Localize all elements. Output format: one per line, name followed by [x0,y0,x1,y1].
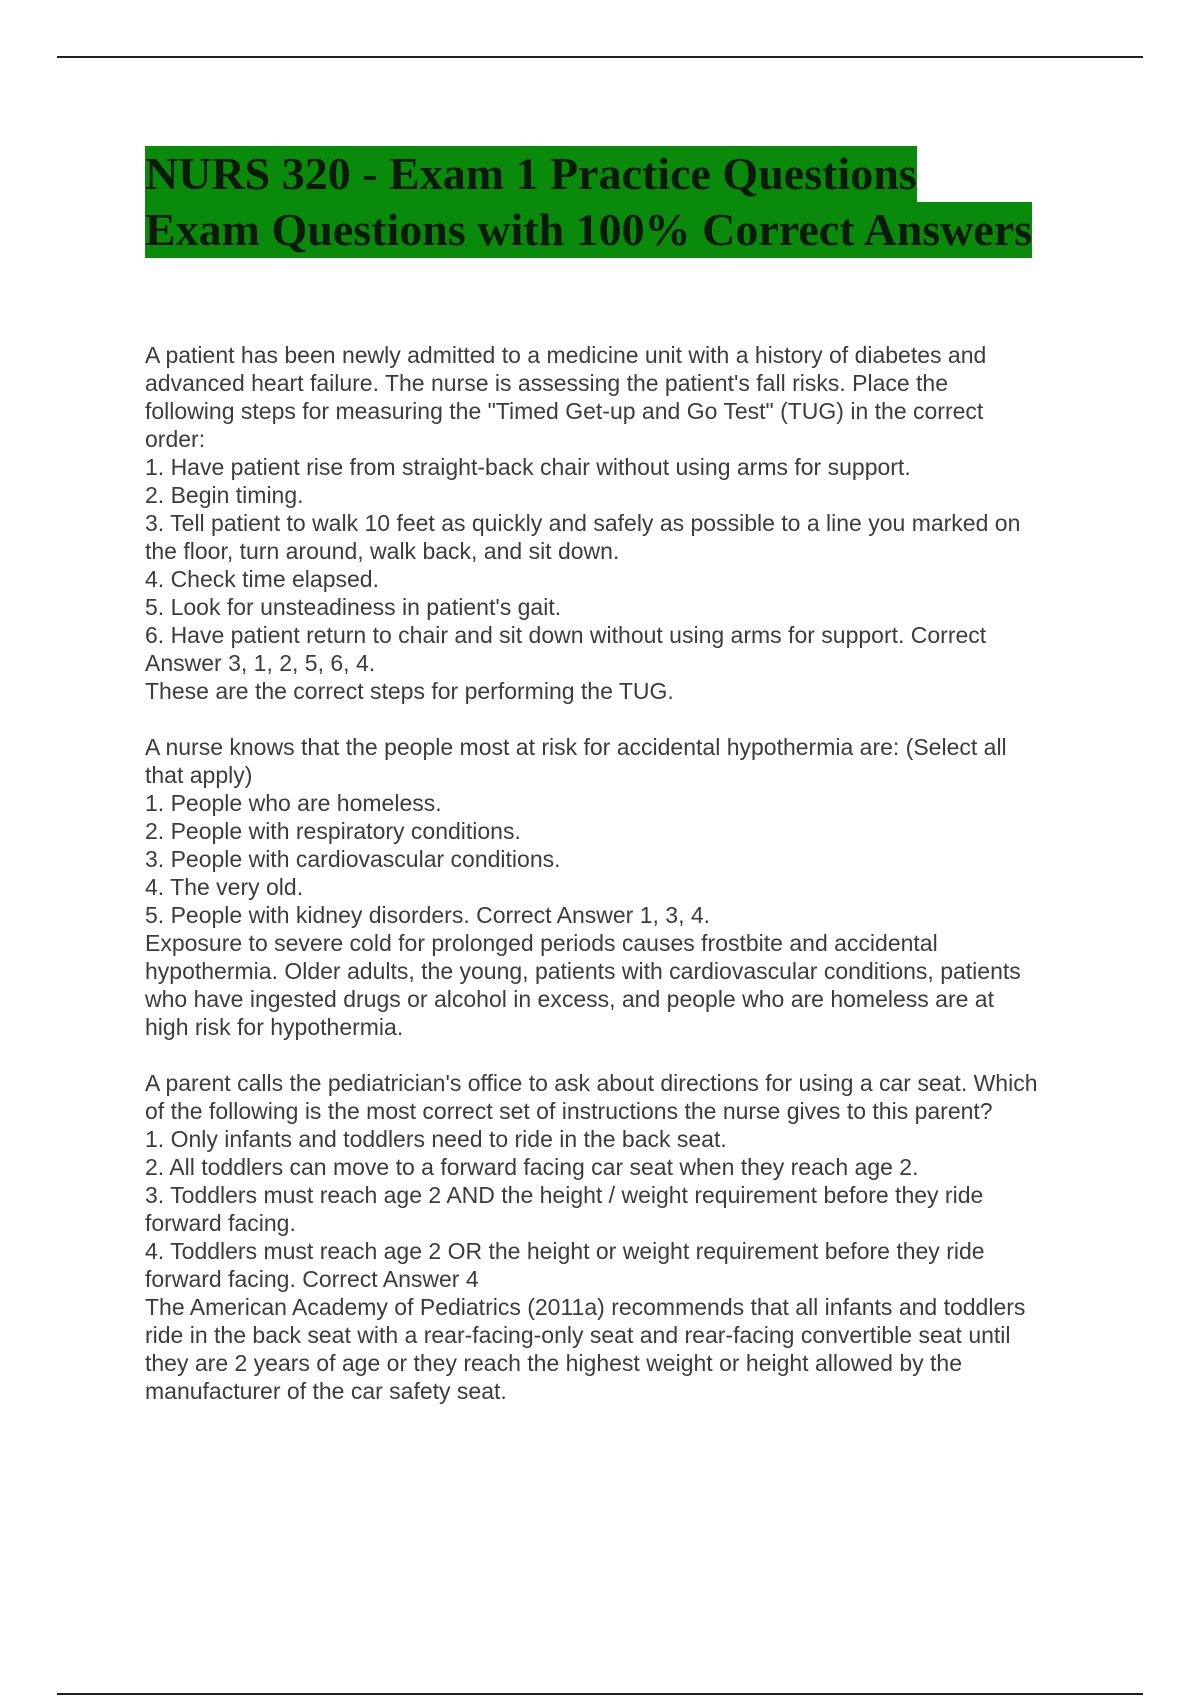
question-line: advanced heart failure. The nurse is assessing the patient's fall risks. Place the [145,370,949,396]
question-list [145,341,1095,1433]
question-line: 1. Have patient rise from straight-back chair without using arms for support. [145,454,911,480]
question-line: 2. All toddlers can move to a forward facing car seat when they reach age 2. [145,1154,919,1180]
question-line: who have ingested drugs or alcohol in excess, and people who are homeless are at [145,986,994,1012]
question-line: order: [145,426,206,452]
question-line: they are 2 years of age or they reach the highest weight or height allowed by the [145,1350,963,1376]
question-line: A parent calls the pediatrician's office to ask about directions for using a car seat. Which [145,1070,1038,1096]
document-title [145,146,1032,258]
question-line: 2. People with respiratory conditions. [145,818,521,844]
question-line: of the following is the most correct set of instructions the nurse gives to this parent? [145,1098,993,1124]
question-line: 4. The very old. [145,874,304,900]
title-line-2: Exam Questions with 100% Correct Answers [145,202,1032,258]
question-block [145,733,1095,1041]
question-line: 6. Have patient return to chair and sit down without using arms for support. Correct [145,622,987,648]
question-line: high risk for hypothermia. [145,1014,404,1040]
question-text [145,1069,1095,1405]
question-line: 4. Check time elapsed. [145,566,379,592]
question-line: A patient has been newly admitted to a medicine unit with a history of diabetes and [145,342,987,368]
question-line: 4. Toddlers must reach age 2 OR the height or weight requirement before they ride [145,1238,985,1264]
question-line: 5. People with kidney disorders. Correct Answer 1, 3, 4. [145,902,711,928]
question-line: 3. Tell patient to walk 10 feet as quickly and safely as possible to a line you marked on [145,510,1021,536]
question-line: 3. People with cardiovascular conditions. [145,846,561,872]
header-rule [57,56,1143,58]
question-line: ride in the back seat with a rear-facing-only seat and rear-facing convertible seat until [145,1322,1011,1348]
question-line: 5. Look for unsteadiness in patient's gait. [145,594,562,620]
title-line-1: NURS 320 - Exam 1 Practice Questions [145,146,917,202]
question-line: Answer 3, 1, 2, 5, 6, 4. [145,650,376,676]
question-block [145,341,1095,705]
question-line: 3. Toddlers must reach age 2 AND the height / weight requirement before they ride [145,1182,984,1208]
question-line: that apply) [145,762,253,788]
question-line: 1. Only infants and toddlers need to ride in the back seat. [145,1126,727,1152]
question-text [145,733,1095,1041]
question-block [145,1069,1095,1405]
question-line: the floor, turn around, walk back, and sit down. [145,538,620,564]
question-line: A nurse knows that the people most at risk for accidental hypothermia are: (Select all [145,734,1007,760]
question-line: forward facing. Correct Answer 4 [145,1266,479,1292]
question-line: following steps for measuring the "Timed Get-up and Go Test" (TUG) in the correct [145,398,984,424]
question-text [145,341,1095,705]
footer-rule [57,1693,1143,1695]
question-line: 1. People who are homeless. [145,790,442,816]
question-line: manufacturer of the car safety seat. [145,1378,507,1404]
question-line: These are the correct steps for performing the TUG. [145,678,674,704]
question-line: forward facing. [145,1210,296,1236]
question-line: hypothermia. Older adults, the young, patients with cardiovascular conditions, patients [145,958,1021,984]
question-line: Exposure to severe cold for prolonged periods causes frostbite and accidental [145,930,938,956]
question-line: 2. Begin timing. [145,482,304,508]
question-line: The American Academy of Pediatrics (2011a) recommends that all infants and toddlers [145,1294,1026,1320]
